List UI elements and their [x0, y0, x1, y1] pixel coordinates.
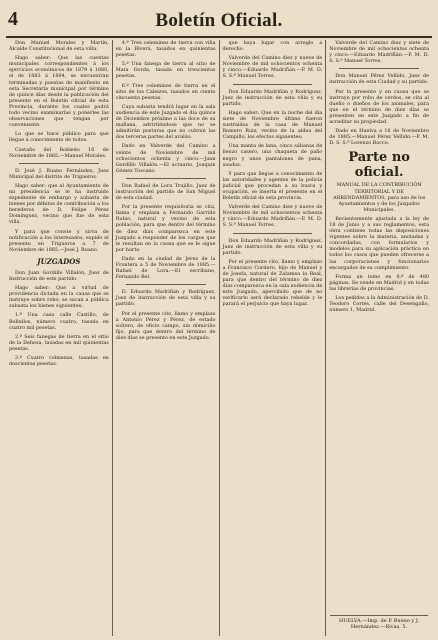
page-header	[6, 6, 432, 38]
paragraph: Valverde del Camino diez y siete de Noviembre de mil ochocientos ochenta y cinco.—Eduardo Madriñán.—P. M. D. S. S.ª Manuel Torres.	[329, 40, 429, 65]
paragraph: Castaño del Robledo 16 de Noviembre de 1885.—Manuel Morales.	[9, 146, 109, 159]
paragraph: Recientemente ajustada a la ley de 18 de Junio y a sus reglamentos, esta obra contiene todas las disposiciones vigentes sobre la materia, anotadas y concordadas, con formularios y modelos para su aplicación práctica en todos los casos que pueden ofrecerse a las corporaciones y funcionarios encargados de su cumplimiento.	[329, 215, 429, 271]
section-divider	[126, 178, 206, 179]
paragraph: Y para que conste y sirva de notificación a los interesados, expido el presente en Trigueros a 7 de Noviembre de 1885.—José J. Ruano.	[9, 228, 109, 253]
paragraph: Por la presente requisitoria se cita, llama y emplaza a Fernando Garrido Rubio, natural y vecino de esta población, para que dentro del término de diez días comparezca en este Juzgado a responder de los cargos que le resultan en la causa que se le sigue por hurto.	[115, 204, 216, 253]
newspaper-title: Boletín Oficial.	[155, 10, 283, 31]
paragraph: 2.º Seis fanegas de tierra en el sitio de la Dehesa, tasadas en mil quinientas pesetas.	[9, 333, 109, 352]
section-divider	[233, 233, 313, 234]
text-columns	[6, 40, 432, 636]
paragraph: Dado en la ciudad de Jerez de la Frontera a 5 de Noviembre de 1885.—Rafael de Lora.—El escribano, Fernando Bel.	[115, 255, 216, 281]
paragraph: Dado en Huelva a 16 de Noviembre de 1885.—Manuel Pérez Vellido.—P. M. D. S. S.ª Lorenzo Rocco.	[329, 128, 429, 147]
section-divider	[233, 84, 313, 85]
paragraph: Valverde del Camino diez y nueve de Noviembre de mil ochocientos ochenta y cinco.—Eduardo Madriñán.—P. M. D. S. S.ª Manuel Torres.	[222, 204, 323, 229]
paragraph: Don Manuel Pérez Vellido, Juez de instrucción de esta Ciudad y su partido.	[329, 73, 429, 86]
paragraph: Dado en Valverde del Camino a veinte de Noviembre de mil ochocientos ochenta y cinco.—Juan Gordillo Villalón.—El actuario, Joaquín Gómez Toscano.	[115, 143, 216, 174]
paragraph: Don Eduardo Madriñán y Rodríguez, Juez de instrucción de esta villa y su partido.	[222, 88, 323, 107]
paragraph: Hago saber: que al Ayuntamiento de mi presidencia se le ha instruido expediente de embargo y subasta de bienes por débitos de contribución a los herederos de D. Felipe Pérez Domínguez, vecino que fue de esta villa.	[9, 182, 109, 226]
paragraph: Por el presente cito, llamo y emplazo a Francisco Cordero, hijo de Manuel y de Josefa, natural de Zalamea la Real, para que dentro del término de diez días comparezca en la sala audiencia de este Juzgado, apercibido que de no verificarlo será declarado rebelde y le parará el perjuicio que haya lugar.	[222, 258, 323, 308]
centered-heading: MANUAL DE LA CONTRIBUCIÓN TERRITORIAL Y DE ARRENDAMIENTOS, para uso de los Ayuntamientos y de los Juzgados Municipales.	[333, 182, 426, 213]
paragraph: Los pedidos a la Administración de D. Teodoro Cortés, calle del Desengaño, número 1, Madrid.	[329, 295, 430, 314]
paragraph: Por la presente y en causa que se instruye por robo de cerdos, se cita al dueño o dueños de los animales, para que en el término de diez días se presenten en este Juzgado a fin de acreditar su propiedad.	[329, 88, 429, 126]
paragraph: Valverde del Camino diez y nueve de Noviembre de mil ochocientos ochenta y cinco.—Eduardo Madriñán.—P. M. D. S. S.ª Manuel Torres.	[222, 55, 323, 80]
printer-imprint: HUELVA.—Imp. de P. Bueno y J. Hernández.—Rivas, 5.	[330, 615, 428, 630]
paragraph: Lo que se hace público para que llegue á conocimiento de todos.	[9, 131, 109, 144]
paragraph: Don Manuel Morales y Martín, Alcalde Constitucional de esta villa.	[9, 40, 109, 53]
paragraph: Hago saber: Que las cuentas municipales correspondientes á los ejercicios económicos de 1879 á 1880, el de 1883 á 1884, se encuentran terminadas y puestas de manifiesto en esta Secretaría municipal por término de quince días desde la publicación del presente en el Boletín oficial de esta Provincia, durante los cuales podrá todo vecino examinarlas y ponerles las observaciones que tengan por conveniente.	[9, 55, 109, 129]
paragraph: Don Eduardo Madriñán y Rodríguez, Juez de instrucción de esta villa y su partido.	[222, 237, 323, 256]
column-4	[326, 40, 432, 636]
column-3	[220, 40, 327, 636]
paragraph: 5.º Una fanega de tierra al sitio de Mata Gorda, tasada en trescientas pesetas.	[115, 61, 216, 80]
paragraph: Don Juan Gordillo Villalón, Juez de Instrucción de este partido.	[9, 269, 109, 282]
paragraph: 6.º Tres celemines de tierra en el sitio de los Cabezos, tasados en ciento cincuenta pesetas.	[115, 82, 216, 101]
paragraph: que haya lugar con arreglo a derecho.	[222, 40, 323, 53]
paragraph: 3.º Cuatro colmenas, tasadas en doscientas pesetas.	[9, 355, 109, 368]
column-1	[6, 40, 113, 636]
paragraph: Y para que llegue a conocimiento de las autoridades y agentes de la policía judicial que procedan a su busca y ocupación, se inserta el presente en el Boletín oficial de esta provincia.	[222, 170, 323, 202]
column-2	[113, 40, 220, 636]
paragraph: Forma un tomo en 8.º de 480 páginas. Se vende en Madrid y en todas las librerías de provincias.	[329, 273, 429, 292]
section-divider	[339, 68, 419, 69]
paragraph: D. Eduardo Madriñán y Rodríguez, Juez de instrucción de esta villa y su partido.	[115, 289, 216, 308]
paragraph: 1.º Una casa calle Castillo, de Bollullos, número cuatro, tasada en cuatro mil pesetas.	[9, 312, 109, 331]
section-heading: JUZGADOS	[37, 256, 81, 266]
paragraph: Hago saber: Que en la noche del día siete de Noviembre último fueron sustraídos de la casa de Manuel Romero Ruiz, vecino de la aldea del Campillo, los efectos siguientes:	[222, 109, 323, 141]
page-number: 4	[8, 8, 18, 30]
paragraph: 4.º Tres celemines de tierra con viña en la Rivera, tasados en quinientas pesetas.	[115, 40, 216, 59]
paragraph: Una manta de lana, cinco sábanas de lienzo casero, una chaqueta de paño negro y unos pantalones de pana, usados.	[222, 143, 323, 168]
section-divider	[19, 163, 99, 164]
paragraph: Hago saber: Que a virtud de providencia dictada en la causa que se instruye sobre robo, se sacan a pública subasta los bienes siguientes:	[9, 285, 109, 310]
paragraph: D. José J. Ruano Fernández, Juez Municipal del distrito de Trigueros.	[9, 167, 109, 180]
paragraph: Don Rafael de Lora Trujillo, Juez de instrucción del partido de San Miguel de esta ciudad.	[115, 182, 216, 202]
section-divider	[126, 284, 206, 285]
section-title: Parte no oficial.	[348, 150, 410, 181]
paragraph: Cuya subasta tendrá lugar en la sala audiencia de este Juzgado el día quince de Diciembre próximo a las doce de su mañana, advirtiéndose que no se admitirán posturas que no cubran las dos terceras partes del avalúo.	[115, 103, 216, 141]
paragraph: Por el presente cito, llamo y emplazo a Antonio Pérez y Pérez, de estado soltero, de oficio campo, sin domicilio fijo, para que dentro del término de diez días se presente en este Juzgado.	[115, 310, 216, 341]
